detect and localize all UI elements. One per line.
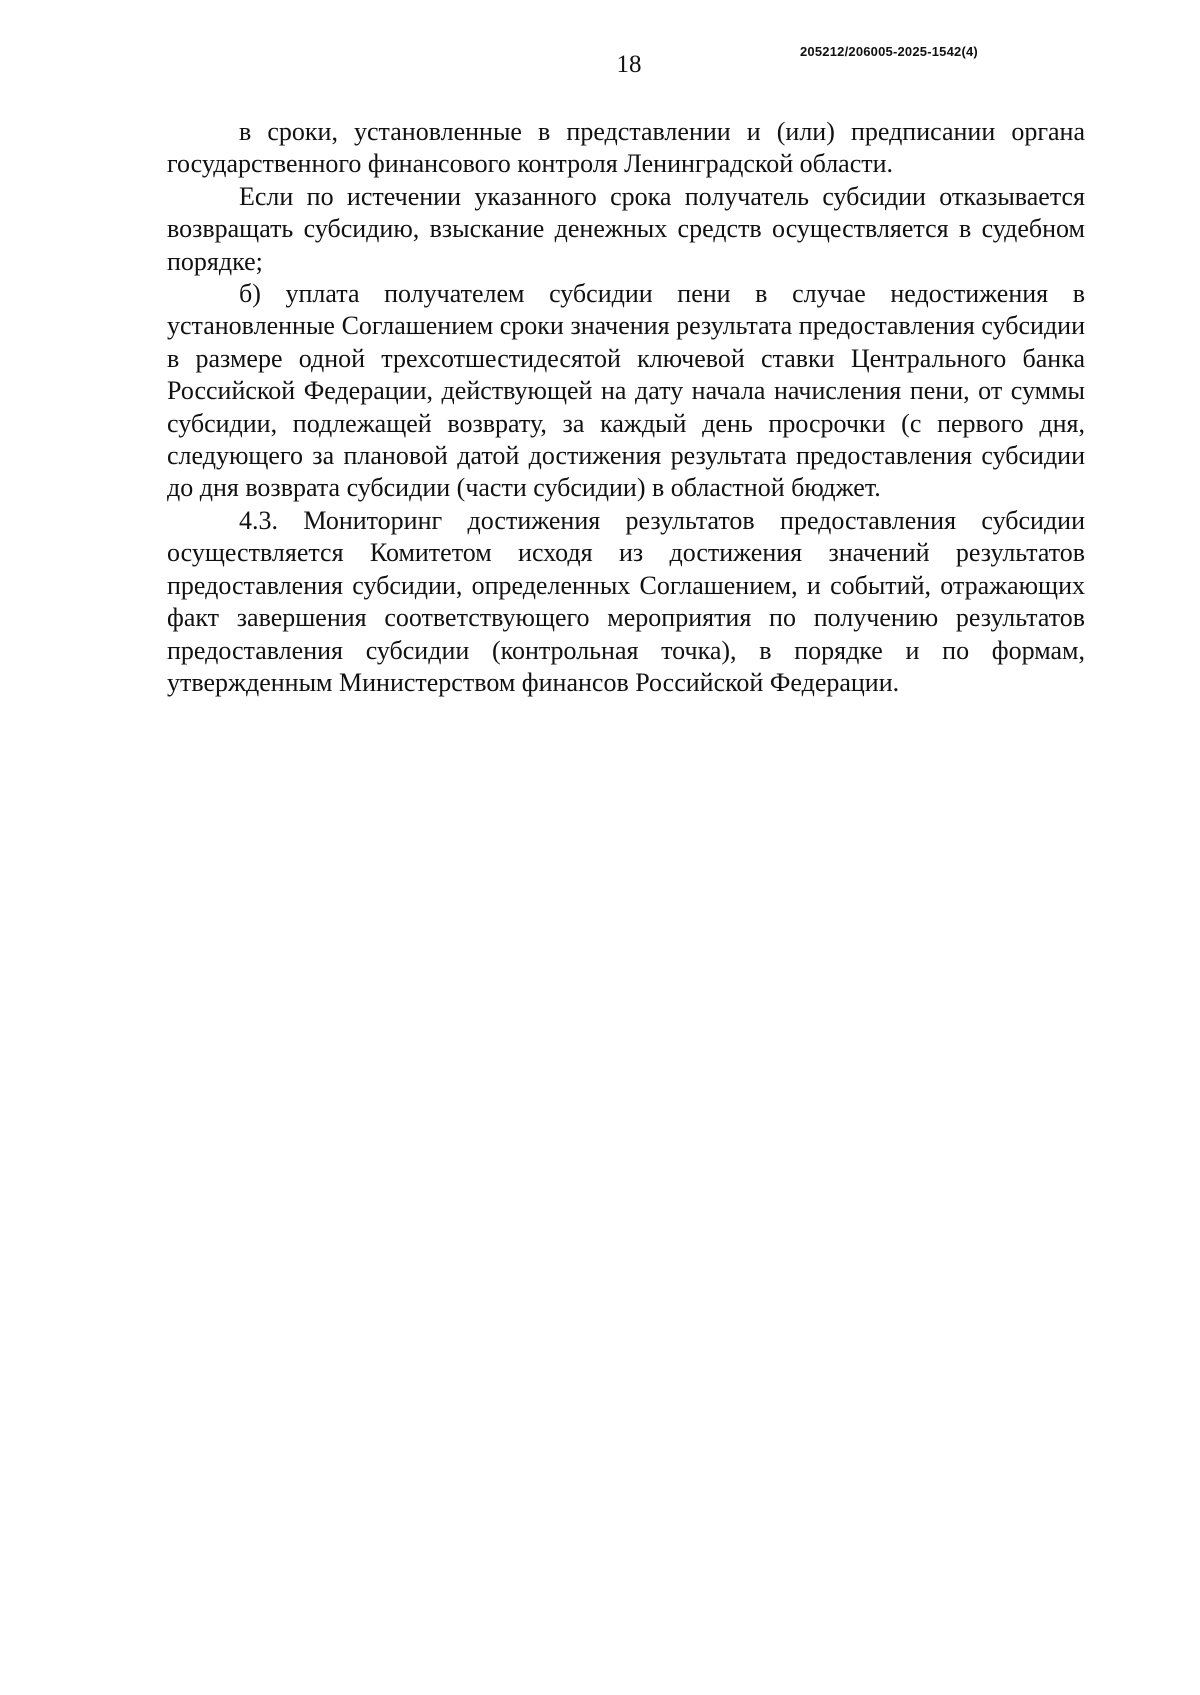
paragraph-judicial-recovery: Если по истечении указанного срока получатель субсидии отказывается возвращать субсидию, взыскание денежных средств осуществляется в судебном порядке; <box>167 181 1085 276</box>
document-body <box>167 116 1085 699</box>
paragraph-monitoring-4-3: 4.3. Мониторинг достижения результатов предоставления субсидии осуществляется Комитетом исходя из достижения значений результатов предоставления субсидии, определенных Соглашением, и событий, отражающих факт завершения соответствующего мероприятия по получению результатов предоставления субсидии (контрольная точка), в порядке и по формам, утвержденным Министерством финансов Российской Федерации. <box>167 505 1085 697</box>
paragraph-penalty-payment: б) уплата получателем субсидии пени в случае недостижения в установленные Соглашением сроки значения результата предоставления субсидии в размере одной трехсотшестидесятой ключевой ставки Центрального банка Российской Федерации, действующей на дату начала начисления пени, от суммы субсидии, подлежащей возврату, за каждый день просрочки (с первого дня, следующего за плановой датой достижения результата предоставления субсидии до дня возврата субсидии (части субсидии) в областной бюджет. <box>167 279 1085 503</box>
document-id: 205212/206005-2025-1542(4) <box>800 44 978 59</box>
paragraph-deadline-continuation: в сроки, установленные в представлении и (или) предписании органа государственного финансового контроля Ленинградской области. <box>167 117 1085 179</box>
page-number: 18 <box>616 51 642 78</box>
